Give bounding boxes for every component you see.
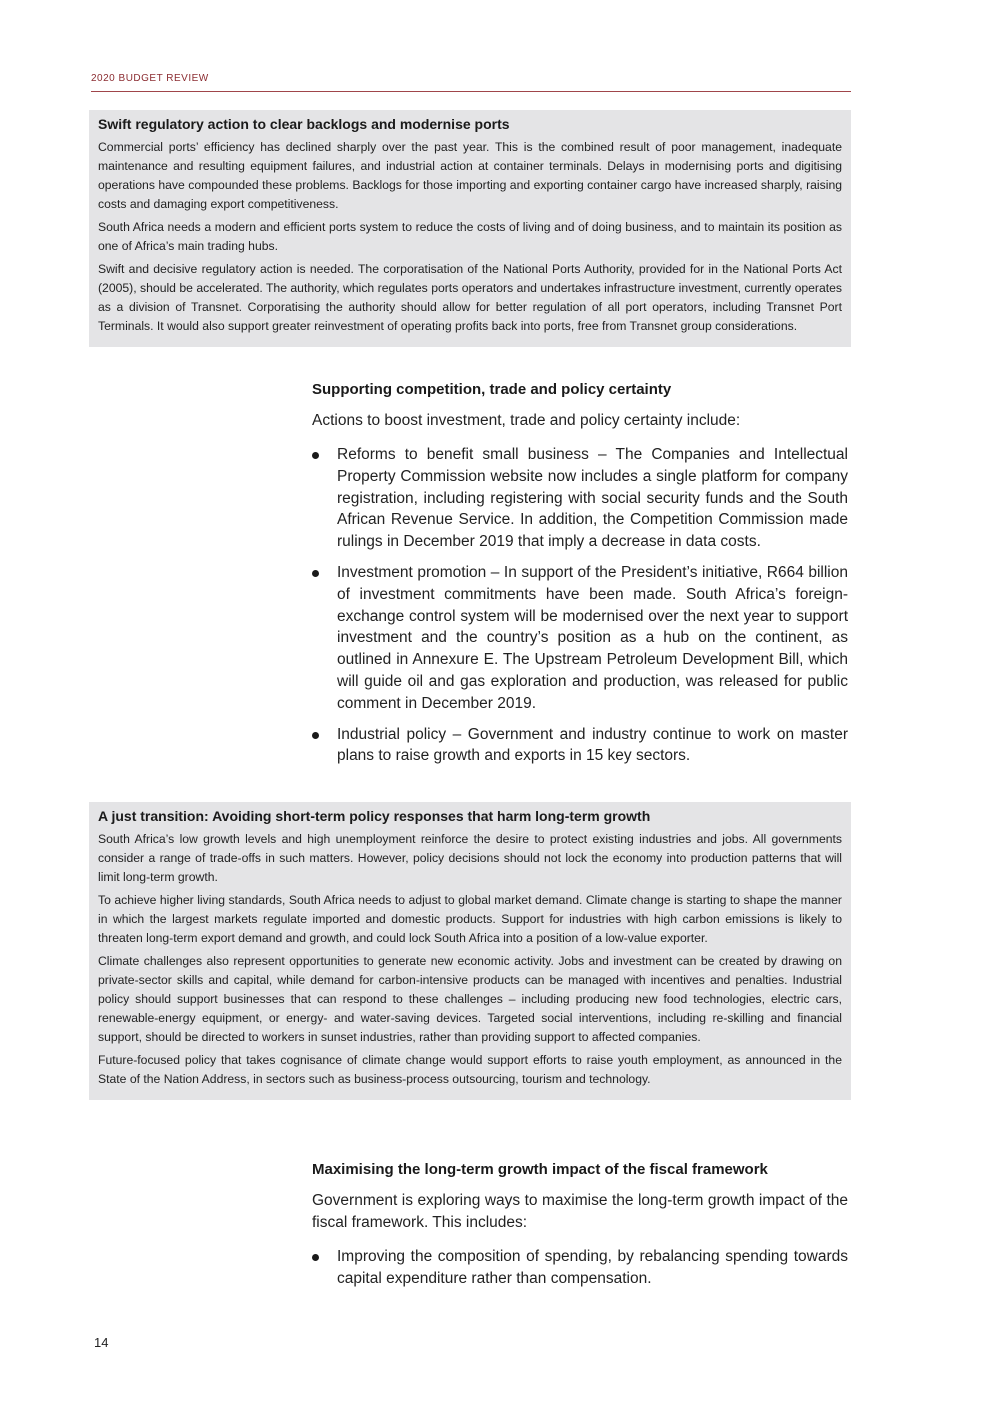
box-ports-paragraph: South Africa needs a modern and efficient ports system to reduce the costs of living and of doing business, and to maintain its position as one of Africa’s main trading hubs. — [98, 220, 842, 253]
bullet-icon — [312, 452, 319, 459]
list-item — [312, 444, 848, 553]
list-item-text: Investment promotion – In support of the President’s initiative, R664 billion of investment commitments have been made. South Africa’s foreign-exchange control system will be modernised over the next year to support investment and the country’s position as a hub on the continent, as outlined in Annexure E. The Upstream Petroleum Development Bill, which will guide oil and gas exploration and production, was released for public comment in December 2019. — [337, 563, 848, 712]
box-ports-title: Swift regulatory action to clear backlogs and modernise ports — [98, 116, 510, 132]
section-competition — [312, 381, 848, 776]
header-title: 2020 BUDGET REVIEW — [91, 73, 209, 84]
list-item — [312, 562, 848, 715]
box-just-transition-title: A just transition: Avoiding short-term policy responses that harm long-term growth — [98, 808, 651, 824]
list-item-text: Industrial policy – Government and industry continue to work on master plans to raise growth and exports in 15 key sectors. — [337, 725, 848, 765]
box-ports — [89, 110, 851, 347]
bullet-icon — [312, 732, 319, 739]
section-fiscal-framework — [312, 1161, 848, 1299]
section-fiscal-framework-title: Maximising the long-term growth impact of the fiscal framework — [312, 1161, 768, 1178]
page-number: 14 — [94, 1335, 109, 1350]
section-fiscal-framework-list — [312, 1246, 848, 1290]
list-item-text: Reforms to benefit small business – The Companies and Intellectual Property Commission website now includes a single platform for company registration, including registering with social security funds and the South African Revenue Service. In addition, the Competition Commission made rulings in December 2019 that imply a decrease in data costs. — [337, 446, 848, 551]
box-ports-paragraph: Commercial ports’ efficiency has declined sharply over the past year. This is the combined result of poor management, inadequate maintenance and resulting equipment failures, and industrial action at container terminals. Delays in modernising ports and digitising operations have compounded these problems. Backlogs for those importing and exporting container cargo have increased sharply, raising costs and damaging export competitiveness. — [98, 140, 842, 211]
box-just-transition-paragraph: To achieve higher living standards, South Africa needs to adjust to global market demand. Climate change is starting to shape the manner in which the largest markets regulate imported and domestic products. Support for industries with high carbon emissions is likely to threaten long-term export demand and growth, and could lock South Africa into a position of a low-value exporter. — [98, 893, 842, 945]
box-just-transition-paragraph: South Africa’s low growth levels and high unemployment reinforce the desire to protect existing industries and jobs. All governments consider a range of trade-offs in such matters. However, policy decisions should not lock the economy into production patterns that will limit long-term growth. — [98, 832, 842, 884]
list-item — [312, 1246, 848, 1290]
page-header — [91, 68, 851, 92]
bullet-icon — [312, 570, 319, 577]
box-ports-paragraph: Swift and decisive regulatory action is needed. The corporatisation of the National Ports Authority, provided for in the National Ports Act (2005), should be accelerated. The authority, which regulates ports operators and undertakes infrastructure investment, currently operates as a division of Transnet. Corporatising the authority should allow for better regulation of all port operators, including Transnet Port Terminals. It would also support greater reinvestment of operating profits back into ports, free from Transnet group considerations. — [98, 262, 842, 333]
box-just-transition-paragraph: Future-focused policy that takes cognisance of climate change would support efforts to raise youth employment, as announced in the State of the Nation Address, in sectors such as business-process outsourcing, tourism and technology. — [98, 1053, 842, 1086]
section-competition-intro: Actions to boost investment, trade and policy certainty include: — [312, 412, 741, 429]
box-just-transition — [89, 802, 851, 1100]
section-competition-list — [312, 444, 848, 767]
box-just-transition-paragraph: Climate challenges also represent opportunities to generate new economic activity. Jobs and investment can be created by drawing on private-sector skills and capital, while demand for carbon-intensive products can be managed with incentives and penalties. Industrial policy should support businesses that can respond to these challenges – including producing new food technologies, electric cars, renewable-energy equipment, or energy- and water-saving devices. Targeted social interventions, including re-skilling and financial support, should be directed to workers in sunset industries, rather than providing support to affected companies. — [98, 954, 842, 1044]
section-fiscal-framework-intro: Government is exploring ways to maximise the long-term growth impact of the fiscal framework. This includes: — [312, 1192, 848, 1231]
list-item — [312, 724, 848, 768]
list-item-text: Improving the composition of spending, by rebalancing spending towards capital expenditure rather than compensation. — [337, 1248, 848, 1287]
bullet-icon — [312, 1254, 319, 1261]
section-competition-title: Supporting competition, trade and policy certainty — [312, 381, 672, 398]
